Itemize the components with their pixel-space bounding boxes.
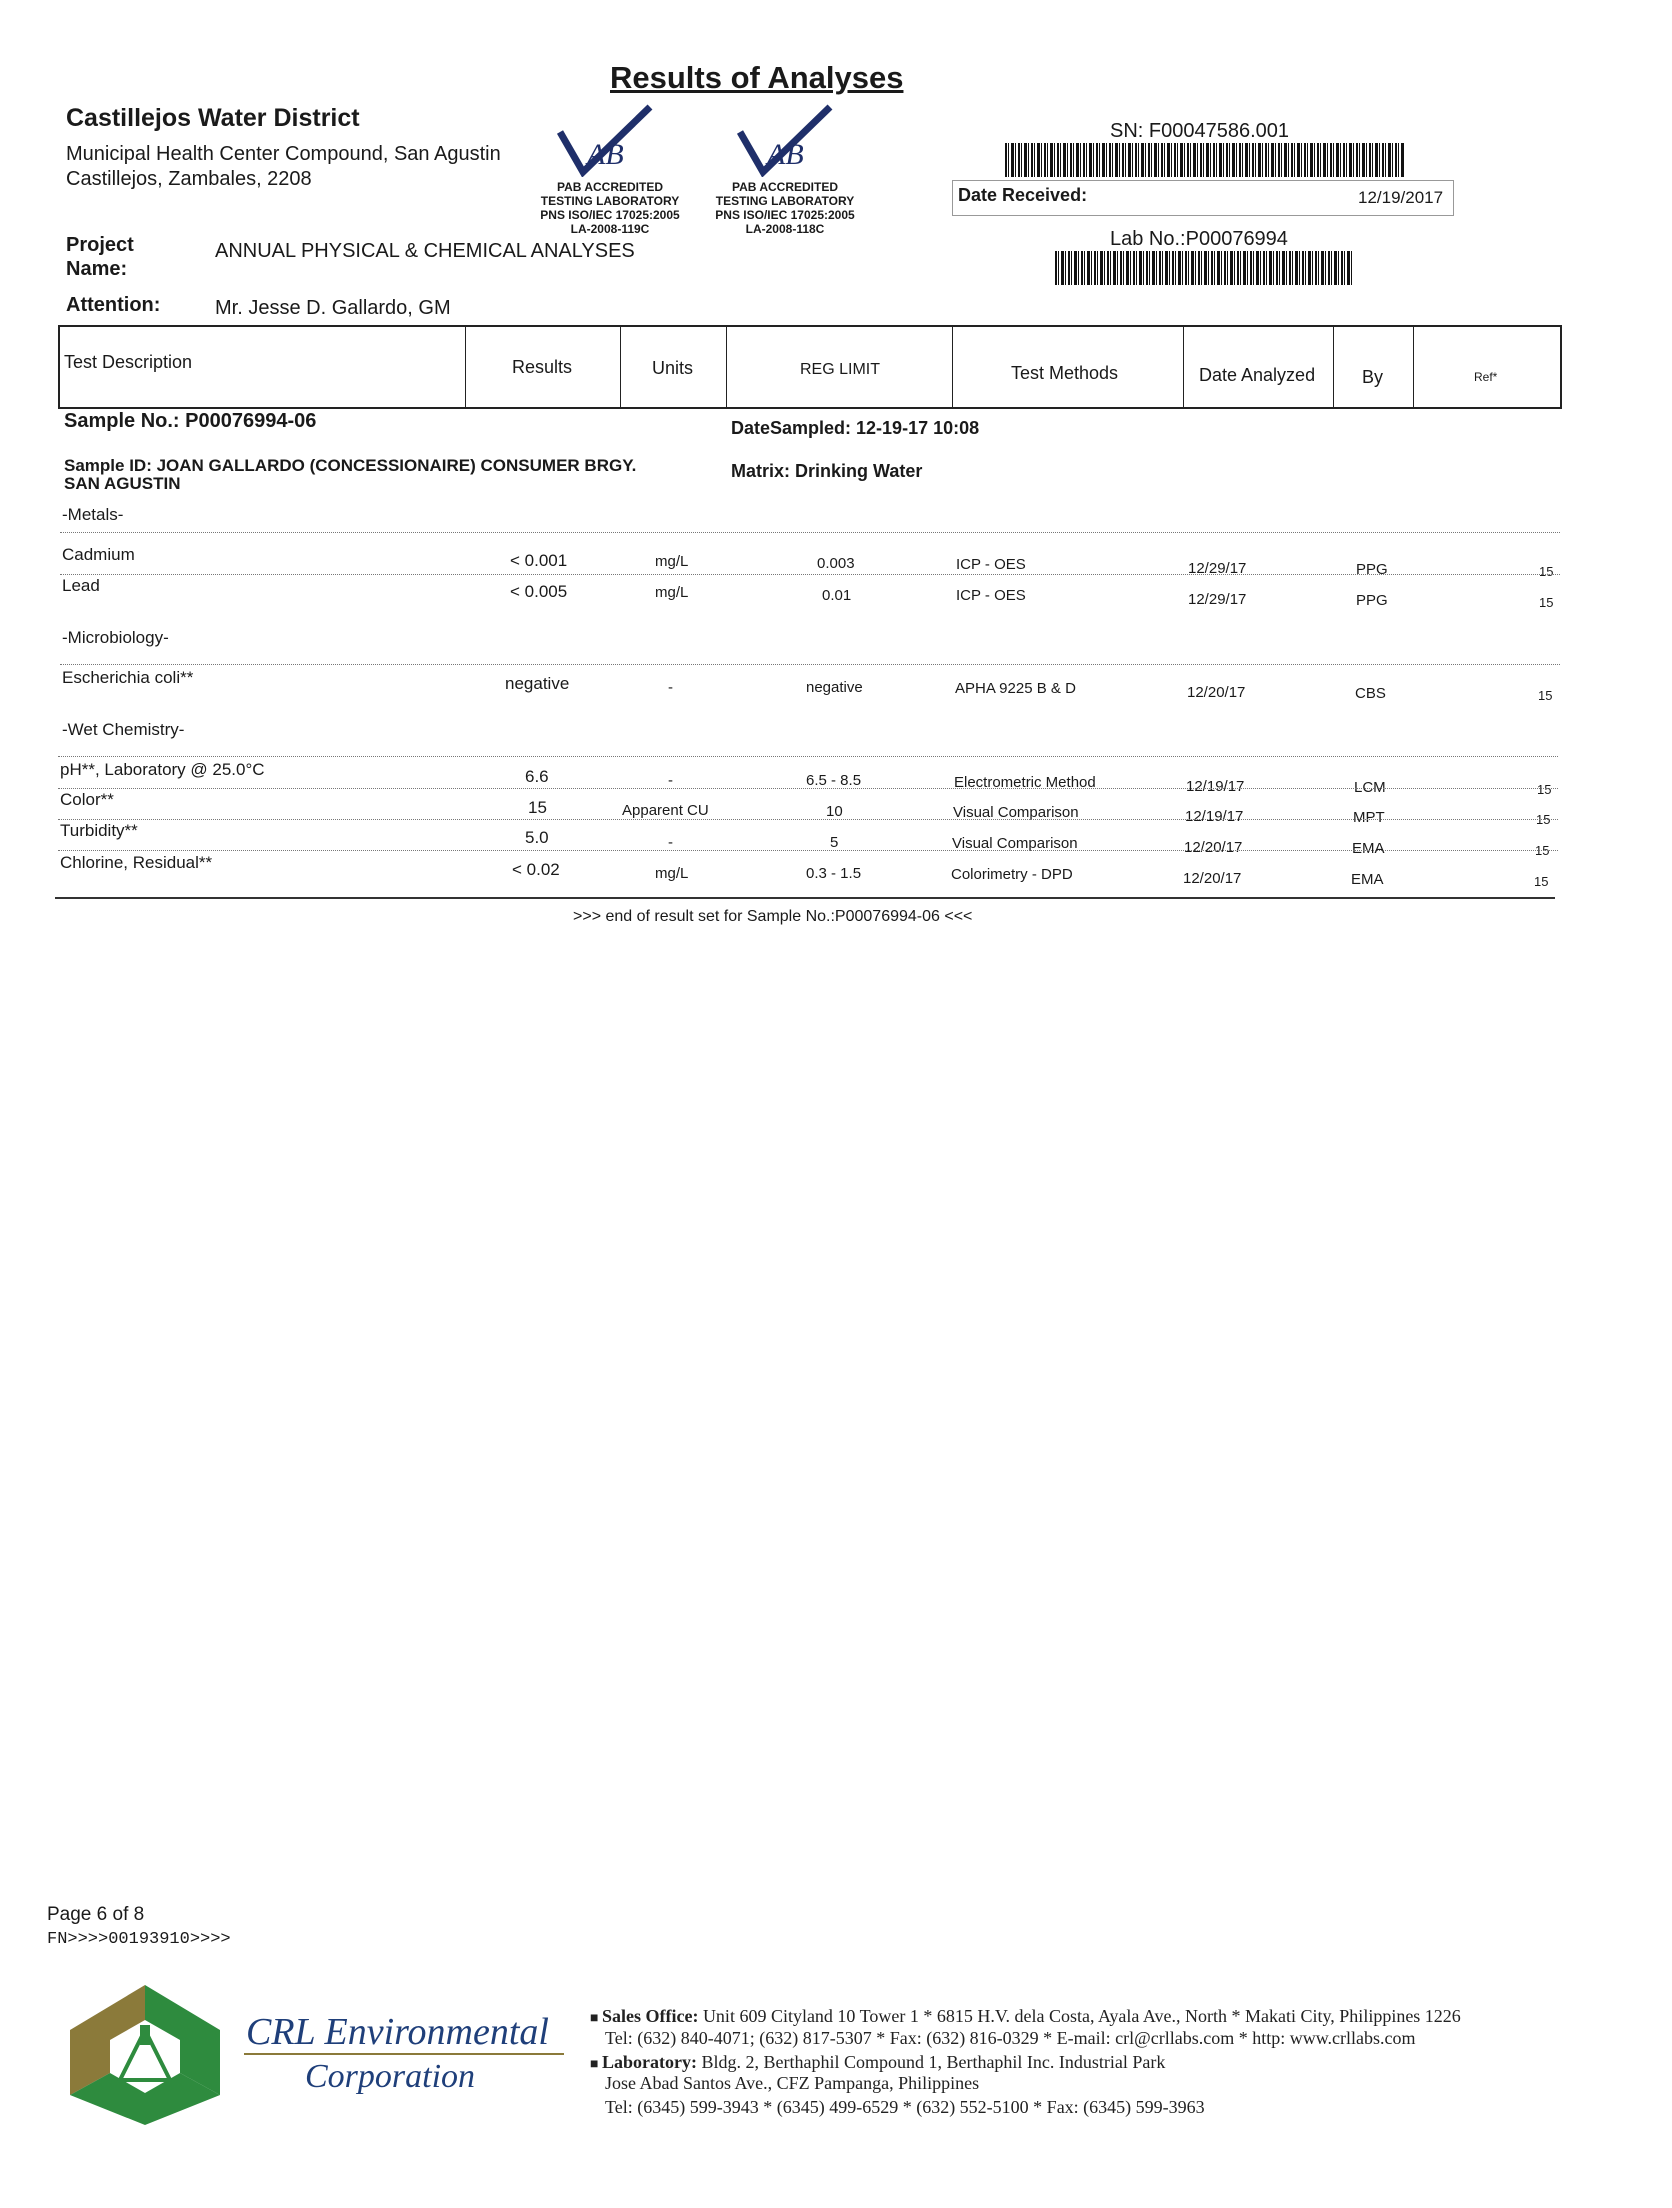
row-desc: Color**: [60, 790, 114, 809]
client-address-line2: Castillejos, Zambales, 2208: [66, 168, 312, 190]
row-ref: 15: [1539, 564, 1554, 579]
row-by: PPG: [1356, 592, 1388, 609]
company-name-line1: CRL Environmental: [246, 2011, 549, 2053]
pab-logo-1: [555, 102, 655, 182]
date-received-label: Date Received:: [958, 185, 1088, 205]
row-by: EMA: [1351, 871, 1384, 888]
row-desc: Escherichia coli**: [62, 668, 194, 687]
row-method: ICP - OES: [956, 587, 1026, 604]
row-by: PPG: [1356, 561, 1388, 578]
row-method: Colorimetry - DPD: [951, 866, 1073, 883]
row-by: LCM: [1354, 779, 1386, 796]
attention-label: Attention:: [66, 294, 161, 316]
client-name: Castillejos Water District: [66, 104, 360, 132]
pab-text-1: PAB ACCREDITED TESTING LABORATORY PNS ISO/IEC 17025:2005 LA-2008-119C: [540, 180, 680, 236]
row-date: 12/19/17: [1185, 808, 1244, 825]
sales-contact: Tel: (632) 840-4071; (632) 817-5307 * Fax: (632) 816-0329 * E-mail: crl@crllabs.com * http: www.crllabs.com: [605, 2028, 1416, 2048]
row-result: 5.0: [525, 828, 549, 847]
header-by: By: [1362, 367, 1384, 387]
row-result: < 0.001: [510, 551, 568, 570]
row-date: 12/20/17: [1183, 870, 1242, 887]
row-desc: pH**, Laboratory @ 25.0°C: [60, 760, 265, 779]
lab-address-line2: Jose Abad Santos Ave., CFZ Pampanga, Philippines: [605, 2073, 980, 2093]
row-ref: 15: [1537, 782, 1552, 797]
pab-text-2: PAB ACCREDITED TESTING LABORATORY PNS ISO/IEC 17025:2005 LA-2008-118C: [715, 180, 855, 236]
row-by: EMA: [1352, 840, 1385, 857]
report-title: Results of Analyses: [610, 60, 904, 95]
svg-text:AB: AB: [587, 138, 624, 171]
pab-check-icon: [555, 102, 655, 177]
row-units: -: [668, 834, 673, 851]
row-result: < 0.02: [512, 860, 560, 879]
project-name: ANNUAL PHYSICAL & CHEMICAL ANALYSES: [215, 240, 635, 262]
row-units: mg/L: [655, 584, 689, 601]
page-number: Page 6 of 8: [47, 1904, 145, 1925]
client-address-line1: Municipal Health Center Compound, San Agustin: [66, 143, 501, 165]
crl-flask-logo-icon: [70, 1985, 220, 2125]
header-test-methods: Test Methods: [1011, 363, 1119, 383]
row-ref: 15: [1536, 812, 1551, 827]
row-method: APHA 9225 B & D: [955, 680, 1076, 697]
sample-id-line1: Sample ID: JOAN GALLARDO (CONCESSIONAIRE) CONSUMER BRGY.: [64, 456, 637, 475]
sales-office-line: ■ Sales Office: Unit 609 Cityland 10 Tower 1 * 6815 H.V. dela Costa, Ayala Ave., North * Makati City, Philippines 1226: [590, 2006, 1461, 2026]
row-date: 12/19/17: [1186, 778, 1245, 795]
section-microbiology: -Microbiology-: [62, 628, 169, 647]
row-limit: 5: [830, 834, 839, 851]
row-units: mg/L: [655, 553, 689, 570]
laboratory-line: ■ Laboratory: Bldg. 2, Berthaphil Compound 1, Berthaphil Inc. Industrial Park: [590, 2052, 1166, 2072]
row-ref: 15: [1535, 843, 1550, 858]
row-date: 12/20/17: [1184, 839, 1243, 856]
row-limit: 0.01: [822, 587, 852, 604]
end-of-results-note: >>> end of result set for Sample No.:P00076994-06 <<<: [573, 908, 973, 925]
row-ref: 15: [1538, 688, 1553, 703]
lab-label: Laboratory:: [601, 2052, 697, 2072]
row-desc: Cadmium: [62, 545, 135, 564]
row-limit: 0.3 - 1.5: [806, 865, 862, 882]
lab-barcode: [1055, 251, 1353, 285]
serial-number: SN: F00047586.001: [1110, 120, 1290, 142]
row-ref: 15: [1539, 595, 1554, 610]
date-received-value: 12/19/2017: [1358, 188, 1444, 207]
row-desc: Lead: [62, 576, 100, 595]
svg-text:AB: AB: [767, 138, 804, 171]
row-method: Visual Comparison: [952, 835, 1078, 852]
section-metals: -Metals-: [62, 505, 124, 524]
row-units: Apparent CU: [622, 802, 709, 819]
row-limit: negative: [806, 679, 863, 696]
row-desc: Chlorine, Residual**: [60, 853, 213, 872]
header-results: Results: [512, 357, 573, 377]
row-method: Electrometric Method: [954, 774, 1096, 791]
pab-check-icon: [735, 102, 835, 177]
row-ref: 15: [1534, 874, 1549, 889]
lab-number: Lab No.:P00076994: [1110, 228, 1288, 250]
crl-logo: [70, 1985, 220, 2130]
sales-address: Unit 609 Cityland 10 Tower 1 * 6815 H.V. dela Costa, Ayala Ave., North * Makati City, Philippines 1226: [702, 2006, 1461, 2026]
sales-label: Sales Office:: [601, 2006, 699, 2026]
project-name-label: Name:: [66, 258, 128, 280]
row-limit: 6.5 - 8.5: [806, 772, 862, 789]
header-ref: Ref*: [1474, 370, 1498, 384]
row-date: 12/29/17: [1188, 560, 1247, 577]
row-units: -: [668, 772, 673, 789]
row-result: 6.6: [525, 767, 549, 786]
table-bottom-rule: [55, 897, 1555, 899]
row-units: mg/L: [655, 865, 689, 882]
row-result: 15: [528, 798, 547, 817]
header-units: Units: [652, 358, 694, 378]
row-date: 12/20/17: [1187, 684, 1246, 701]
row-result: negative: [505, 674, 570, 693]
row-desc: Turbidity**: [60, 821, 138, 840]
pab-logo-2: [735, 102, 835, 182]
lab-contact: Tel: (6345) 599-3943 * (6345) 499-6529 * (632) 552-5100 * Fax: (6345) 599-3963: [605, 2097, 1205, 2117]
attention-value: Mr. Jesse D. Gallardo, GM: [215, 297, 451, 319]
sample-number: Sample No.: P00076994-06: [64, 410, 317, 432]
row-method: Visual Comparison: [953, 804, 1079, 821]
row-units: -: [668, 679, 673, 696]
date-sampled: DateSampled: 12-19-17 10:08: [731, 418, 980, 438]
row-limit: 0.003: [817, 555, 855, 572]
row-method: ICP - OES: [956, 556, 1026, 573]
row-by: MPT: [1353, 809, 1385, 826]
file-number: FN>>>>00193910>>>>: [47, 1930, 231, 1949]
project-label: Project: [66, 234, 134, 256]
row-limit: 10: [826, 803, 843, 820]
section-wet-chemistry: -Wet Chemistry-: [62, 720, 185, 739]
row-date: 12/29/17: [1188, 591, 1247, 608]
row-by: CBS: [1355, 685, 1386, 702]
company-name-line2: Corporation: [305, 2058, 476, 2095]
header-date-analyzed: Date Analyzed: [1199, 365, 1316, 385]
lab-address: Bldg. 2, Berthaphil Compound 1, Berthaphil Inc. Industrial Park: [701, 2052, 1166, 2072]
header-reg-limit: REG LIMIT: [800, 361, 881, 378]
row-result: < 0.005: [510, 582, 568, 601]
sample-id-line2: SAN AGUSTIN: [64, 474, 181, 493]
sn-barcode: [1005, 143, 1405, 177]
sample-matrix: Matrix: Drinking Water: [731, 461, 923, 481]
header-test-description: Test Description: [64, 352, 193, 372]
